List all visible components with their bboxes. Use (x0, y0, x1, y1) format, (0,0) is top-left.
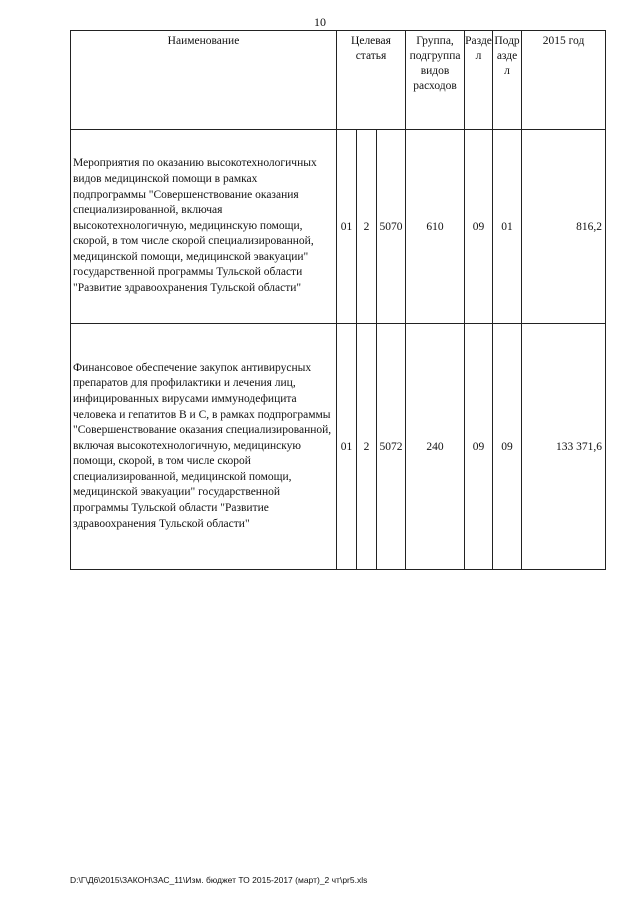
table-row (71, 324, 606, 570)
header-year: 2015 год (522, 31, 606, 130)
page-number: 10 (314, 15, 326, 29)
header-target-article: Целевая статья (337, 31, 406, 130)
header-name: Наименование (71, 31, 337, 130)
row-section: 09 (465, 130, 493, 324)
header-row (71, 31, 606, 130)
row-group: 610 (406, 130, 465, 324)
row-section: 09 (465, 324, 493, 570)
row-name: Финансовое обеспечение закупок антивирусных препаратов для профилактики и лечения лиц, инфицированных вирусами иммунодефицита человека и гепатитов В и С, в рамках подпрограммы "Совершенствование оказания специализированной, включая высокотехнологичную, медицинскую помощи, скорой, в том числе скорой специализированной, медицинской помощи, медицинской эвакуации" государственной программы Тульской области "Развитие здравоохранения Тульской области" (71, 324, 337, 570)
header-subsection: Подраздел (493, 31, 522, 130)
header-group: Группа, подгруппа видов расходов (406, 31, 465, 130)
budget-table (70, 30, 606, 570)
row-code2: 2 (357, 130, 377, 324)
row-amount: 133 371,6 (522, 324, 606, 570)
row-name: Мероприятия по оказанию высокотехнологичных видов медицинской помощи в рамках подпрограммы "Совершенствование оказания специализированной, включая высокотехнологичную, медицинскую помощи, скорой, в том числе скорой специализированной, медицинской помощи, медицинской эвакуации" государственной программы Тульской области "Развитие здравоохранения Тульской области" (71, 130, 337, 324)
row-code1: 01 (337, 130, 357, 324)
row-code3: 5072 (377, 324, 406, 570)
row-code2: 2 (357, 324, 377, 570)
row-amount: 816,2 (522, 130, 606, 324)
row-subsection: 01 (493, 130, 522, 324)
row-group: 240 (406, 324, 465, 570)
table-row (71, 130, 606, 324)
footer-file-path: D:\Г\Д6\2015\ЗАКОН\ЗАС_11\Изм. бюджет ТО 2015-2017 (март)_2 чт\pr5.xls (70, 875, 368, 885)
header-section: Раздел (465, 31, 493, 130)
row-code3: 5070 (377, 130, 406, 324)
row-subsection: 09 (493, 324, 522, 570)
row-code1: 01 (337, 324, 357, 570)
